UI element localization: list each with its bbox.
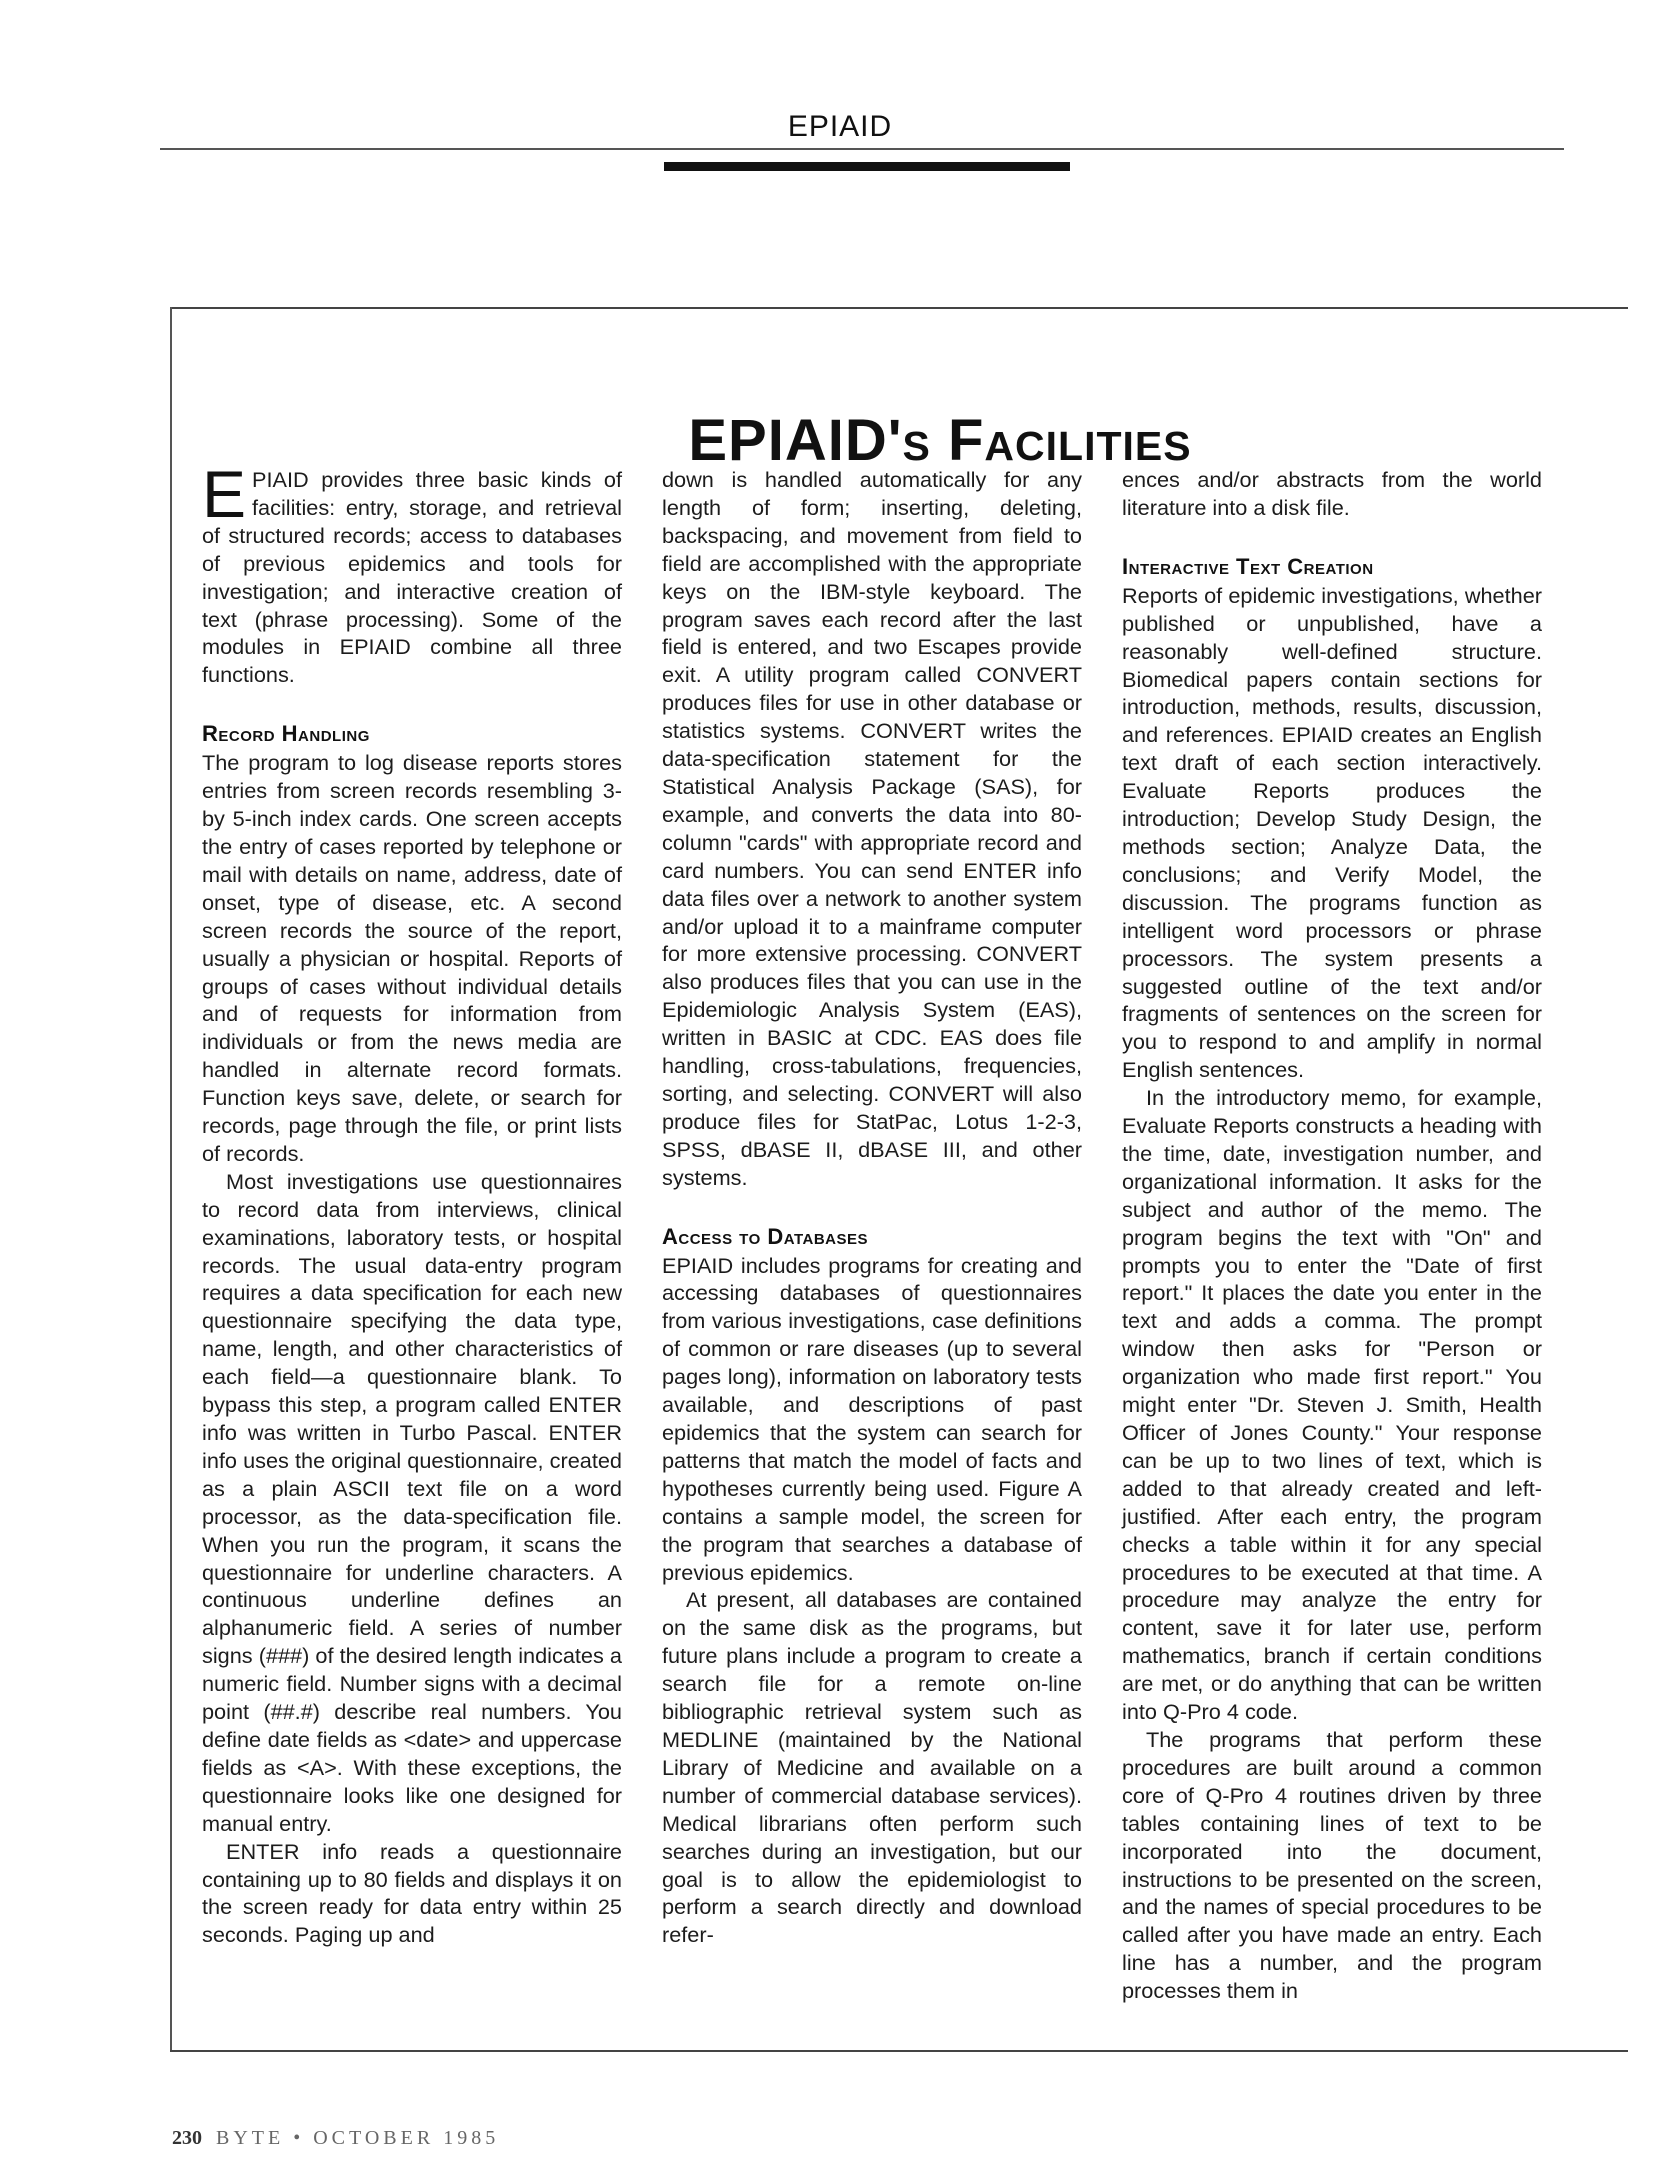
section-heading-interactive-text-creation: Interactive Text Creation — [1122, 553, 1374, 579]
section-heading-access-to-databases: Access to Databases — [662, 1223, 869, 1249]
paragraph: Most investigations use questionnaires to record data from interviews, clinical examinations, laboratory tests, or hospital records. The usual data-entry program requires a data specification for each new questionnaire specifying the data type, name, length, and other characteristics of each field—a questionnaire blank. To bypass this step, a program called ENTER info was written in Turbo Pascal. ENTER info uses the original questionnaire, created as a plain ASCII text file on a word processor, as the data-specification file. When you run the program, it scans the questionnaire for underline characters. A continuous underline defines an alphanumeric field. A series of number signs (###) of the desired length indicates a numeric field. Number signs with a decimal point (##.#) describe real numbers. You define date fields as <date> and uppercase fields as <A>. With these exceptions, the questionnaire looks like one designed for manual entry. — [202, 1168, 622, 1836]
header-rule — [160, 148, 1564, 150]
sidebar-box-left-rule — [170, 307, 172, 2050]
header-bar — [664, 162, 1070, 171]
paragraph: The programs that perform these procedures are built around a common core of Q-Pro 4 routines driven by three tables containing lines of text to be incorporated into the document, instructions to be presented on the screen, and the names of special procedures to be called after you have made an entry. Each line has a number, and the program processes them in — [1122, 1726, 1542, 2004]
drop-cap: E — [202, 457, 247, 531]
paragraph: ences and/or abstracts from the world literature into a disk file. — [1122, 467, 1542, 520]
page-number: 230 — [172, 2127, 202, 2149]
paragraph: At present, all databases are contained on the same disk as the programs, but future plans include a program to create a search file for a remote on-line bibliographic retrieval system such as MEDLINE (maintained by the National Library of Medicine and available on a number of commercial database services). Medical librarians often perform such searches during an investigation, but our goal is to allow the epidemiologist to perform a search directly and download refer- — [662, 1587, 1082, 1948]
paragraph: In the introductory memo, for example, Evaluate Reports constructs a heading with the time, date, investigation number, and organizational information. It asks for the subject and author of the memo. The program begins the text with "On" and prompts you to enter the "Date of first report." It places the date you enter in the text and adds a comma. The prompt window then asks for "Person or organization who made first report." You might enter "Dr. Steven J. Smith, Health Officer of Jones County." Your response can be up to two lines of text, which is added to that already created and left-justified. After each entry, the program checks a table within it for any special procedures to be executed at that time. A procedure may analyze the entry for content, save it for later use, perform mathematics, branch if certain conditions are met, or do anything that can be written into Q-Pro 4 code. — [1122, 1085, 1542, 1725]
paragraph: EPIAID includes programs for creating and accessing databases of questionnaires from various investigations, case definitions of common or rare diseases (up to several pages long), information on laboratory tests available, and descriptions of past epidemics that the system can search for patterns that match the model of facts and hypotheses currently being used. Figure A contains a sample model, the screen for the program that searches a database of previous epidemics. — [662, 1252, 1082, 1585]
sidebar-box-bottom-rule — [170, 2050, 1628, 2052]
page-footer — [172, 2127, 499, 2150]
column-2 — [662, 466, 1082, 1949]
paragraph: The program to log disease reports stores entries from screen records resembling 3- by 5-inch index cards. One screen accepts the entry of cases reported by telephone or mail with details on name, address, date of onset, type of disease, etc. A second screen records the source of the report, usually a physician or hospital. Reports of groups of cases without individual details and of requests for information from individuals or from the news media are handled in alternate record formats. Function keys save, delete, or search for records, page through the file, or print lists of records. — [202, 750, 622, 1166]
paragraph: ENTER info reads a questionnaire containing up to 80 fields and displays it on the screen ready for data entry within 25 seconds. Paging up and — [202, 1838, 622, 1948]
magazine-issue: BYTE • OCTOBER 1985 — [216, 2127, 500, 2149]
running-header: EPIAID — [787, 110, 893, 143]
intro-paragraph — [202, 457, 622, 689]
column-3 — [1122, 466, 1542, 2005]
article-title: EPIAID's Facilities — [688, 407, 1192, 473]
section-heading-record-handling: Record Handling — [202, 721, 370, 747]
paragraph: Reports of epidemic investigations, whether published or unpublished, have a reasonably well-defined structure. Biomedical papers contain sections for introduction, methods, results, discussion, and references. EPIAID creates an English text draft of each section interactively. Evaluate Reports produces the introduction; Develop Study Design, the methods section; Analyze Data, the conclusions; and Verify Model, the discussion. The programs function as intelligent word processors or phrase processors. The system presents a suggested outline of the text and/or fragments of sentences on the screen for you to respond to and amplify in normal English sentences. — [1122, 582, 1542, 1083]
column-1 — [202, 457, 622, 1949]
sidebar-box-top-rule — [170, 307, 1628, 309]
paragraph: down is handled automatically for any length of form; inserting, deleting, backspacing, and movement from field to field are accomplished with the appropriate keys on the IBM-style keyboard. The program saves each record after the last field is entered, and two Escapes provide exit. A utility program called CONVERT produces files for use in other database or statistics systems. CONVERT writes the data-specification statement for the Statistical Analysis Package (SAS), for example, and converts the data into 80-column "cards" with appropriate record and card numbers. You can send ENTER info data files over a network to another system and/or upload it to a mainframe computer for more extensive processing. CONVERT also produces files that you can use in the Epidemiologic Analysis System (EAS), written in BASIC at CDC. EAS does file handling, cross-tabulations, frequencies, sorting, and selecting. CONVERT will also produce files for StatPac, Lotus 1-2-3, SPSS, dBASE II, dBASE III, and other systems. — [662, 467, 1082, 1190]
intro-text: PIAID provides three basic kinds of facilities: entry, storage, and retrieval of structured records; access to databases of previous epidemics and tools for investigation; and interactive creation of text (phrase processing). Some of the modules in EPIAID combine all three functions. — [202, 467, 622, 688]
